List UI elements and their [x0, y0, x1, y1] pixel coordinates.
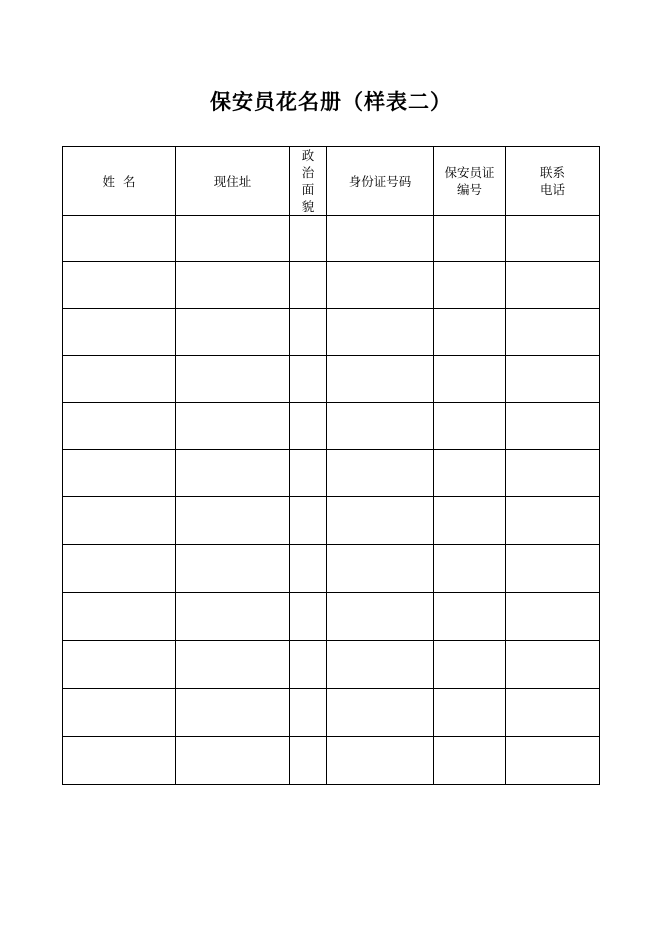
cell-political-status[interactable] — [290, 689, 327, 737]
cell-guard-cert-number[interactable] — [434, 593, 506, 641]
header-row — [63, 147, 600, 216]
cell-address[interactable] — [176, 641, 290, 689]
cell-political-status[interactable] — [290, 309, 327, 356]
cell-address[interactable] — [176, 309, 290, 356]
cell-guard-cert-number[interactable] — [434, 262, 506, 309]
table-row — [63, 641, 600, 689]
table-row — [63, 450, 600, 497]
cell-political-status[interactable] — [290, 403, 327, 450]
cell-name[interactable] — [63, 497, 176, 545]
cell-phone[interactable] — [506, 216, 600, 262]
cell-name[interactable] — [63, 593, 176, 641]
cell-address[interactable] — [176, 216, 290, 262]
cell-political-status[interactable] — [290, 356, 327, 403]
cell-phone[interactable] — [506, 450, 600, 497]
cell-guard-cert-number[interactable] — [434, 545, 506, 593]
cell-guard-cert-number[interactable] — [434, 309, 506, 356]
cell-phone[interactable] — [506, 403, 600, 450]
cell-political-status[interactable] — [290, 497, 327, 545]
cell-name[interactable] — [63, 641, 176, 689]
cell-name[interactable] — [63, 450, 176, 497]
cell-id-number[interactable] — [327, 737, 434, 785]
cell-id-number[interactable] — [327, 309, 434, 356]
cell-phone[interactable] — [506, 497, 600, 545]
table-row — [63, 403, 600, 450]
table-row — [63, 356, 600, 403]
cell-political-status[interactable] — [290, 737, 327, 785]
table-row — [63, 689, 600, 737]
header-political-status: 政 治 面 貌 — [290, 147, 327, 216]
cell-phone[interactable] — [506, 593, 600, 641]
cell-name[interactable] — [63, 545, 176, 593]
cell-id-number[interactable] — [327, 356, 434, 403]
cell-phone[interactable] — [506, 545, 600, 593]
table-row — [63, 309, 600, 356]
cell-guard-cert-number[interactable] — [434, 356, 506, 403]
cell-address[interactable] — [176, 545, 290, 593]
cell-id-number[interactable] — [327, 689, 434, 737]
cell-political-status[interactable] — [290, 545, 327, 593]
cell-id-number[interactable] — [327, 450, 434, 497]
cell-phone[interactable] — [506, 689, 600, 737]
header-address: 现住址 — [176, 147, 290, 216]
cell-guard-cert-number[interactable] — [434, 403, 506, 450]
cell-guard-cert-number[interactable] — [434, 689, 506, 737]
cell-guard-cert-number[interactable] — [434, 641, 506, 689]
cell-political-status[interactable] — [290, 450, 327, 497]
cell-name[interactable] — [63, 216, 176, 262]
cell-id-number[interactable] — [327, 593, 434, 641]
cell-id-number[interactable] — [327, 262, 434, 309]
cell-address[interactable] — [176, 689, 290, 737]
cell-id-number[interactable] — [327, 545, 434, 593]
cell-address[interactable] — [176, 737, 290, 785]
cell-name[interactable] — [63, 689, 176, 737]
header-name: 姓 名 — [63, 147, 176, 216]
table-row — [63, 497, 600, 545]
cell-address[interactable] — [176, 262, 290, 309]
cell-id-number[interactable] — [327, 403, 434, 450]
roster-table — [62, 146, 600, 785]
cell-political-status[interactable] — [290, 641, 327, 689]
cell-name[interactable] — [63, 262, 176, 309]
page-title: 保安员花名册（样表二） — [210, 90, 452, 114]
cell-address[interactable] — [176, 497, 290, 545]
cell-id-number[interactable] — [327, 497, 434, 545]
cell-address[interactable] — [176, 356, 290, 403]
cell-name[interactable] — [63, 737, 176, 785]
cell-name[interactable] — [63, 356, 176, 403]
cell-address[interactable] — [176, 403, 290, 450]
cell-name[interactable] — [63, 309, 176, 356]
cell-id-number[interactable] — [327, 641, 434, 689]
cell-guard-cert-number[interactable] — [434, 450, 506, 497]
cell-address[interactable] — [176, 593, 290, 641]
table-row — [63, 737, 600, 785]
table-row — [63, 545, 600, 593]
cell-political-status[interactable] — [290, 216, 327, 262]
cell-guard-cert-number[interactable] — [434, 497, 506, 545]
header-guard-cert-number: 保安员证 编号 — [434, 147, 506, 216]
header-id-number: 身份证号码 — [327, 147, 434, 216]
cell-phone[interactable] — [506, 737, 600, 785]
cell-guard-cert-number[interactable] — [434, 216, 506, 262]
cell-political-status[interactable] — [290, 262, 327, 309]
cell-phone[interactable] — [506, 356, 600, 403]
table-row — [63, 216, 600, 262]
table-row — [63, 262, 600, 309]
cell-guard-cert-number[interactable] — [434, 737, 506, 785]
cell-phone[interactable] — [506, 262, 600, 309]
cell-name[interactable] — [63, 403, 176, 450]
cell-phone[interactable] — [506, 641, 600, 689]
cell-phone[interactable] — [506, 309, 600, 356]
cell-address[interactable] — [176, 450, 290, 497]
cell-id-number[interactable] — [327, 216, 434, 262]
table-row — [63, 593, 600, 641]
cell-political-status[interactable] — [290, 593, 327, 641]
header-phone: 联系 电话 — [506, 147, 600, 216]
